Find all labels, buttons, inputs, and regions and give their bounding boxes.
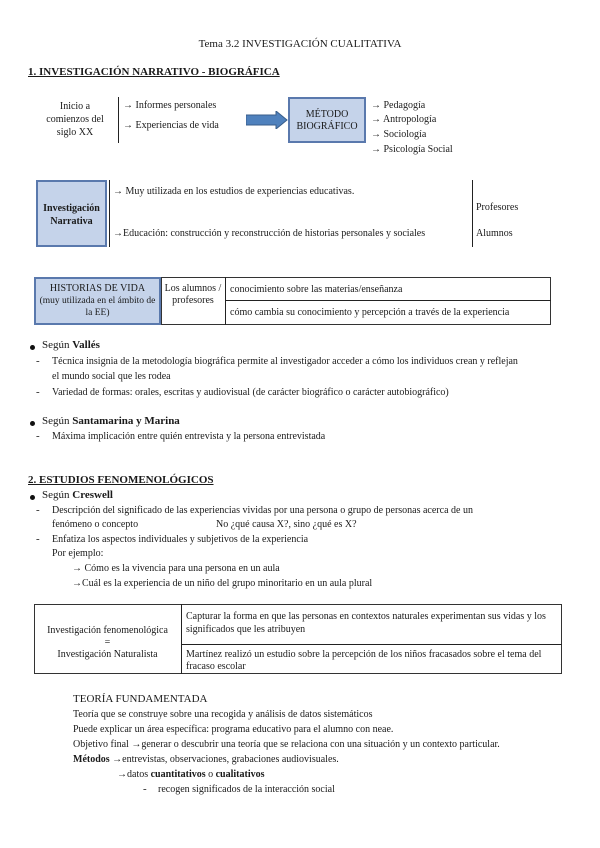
creswell-line: Enfatiza los aspectos individuales y subjetivos de la experiencia [52, 534, 309, 545]
example-line: → Cómo es la vivencia para una persona en un aula [72, 563, 280, 574]
divider-line [181, 644, 562, 645]
source-item: → Informes personales [123, 100, 217, 111]
historias-middle: Los alumnos / profesores [164, 283, 222, 306]
bullet-icon [30, 345, 35, 350]
historias-sub: (muy utilizada en el ámbito de la EE) [39, 296, 156, 318]
dash-icon: - [36, 386, 40, 398]
dash-icon: - [36, 533, 40, 545]
dash-icon: - [36, 504, 40, 516]
naturalista-label: Investigación Naturalista [57, 649, 158, 660]
dash-icon: - [36, 355, 40, 367]
datos-cuantitativos: cuantitativos [150, 769, 206, 780]
section-1-heading: 1. INVESTIGACIÓN NARRATIVO - BIOGRÁFICA [28, 66, 280, 78]
field-item: → Antropología [371, 114, 437, 125]
valles-item: Variedad de formas: orales, escritas y audiovisual (de carácter biográfico o carácter autobiográfico) [52, 387, 449, 398]
creswell-heading [42, 489, 113, 501]
valles-item: Técnica insignia de la metodología biográfica permite al investigador acceder a cómo los individuos crean y reflejan [52, 356, 518, 367]
divider-line [109, 180, 110, 247]
source-item: → Experiencias de vida [123, 120, 219, 131]
fenomenologica-row: Martínez realizó un estudio sobre la percepción de los niños fracasados sobre el tema del fracaso escolar [186, 649, 542, 672]
metodos-line [73, 754, 339, 765]
role-label: Profesores [476, 202, 519, 213]
santamarina-prefix: Según [42, 415, 73, 427]
divider-line [118, 97, 119, 143]
metodos-text: →entrevistas, observaciones, grabaciones audiovisuales. [109, 754, 339, 765]
divider-line [225, 300, 551, 301]
divider-line [472, 180, 473, 247]
dash-icon: - [143, 783, 147, 795]
fenomenologica-left [36, 625, 179, 661]
datos-prefix: →datos [117, 769, 151, 780]
valles-prefix: Según [42, 339, 73, 351]
teoria-title: TEORÍA FUNDAMENTADA [73, 693, 208, 705]
historias-label: HISTORIAS DE VIDA [49, 283, 146, 294]
metodos-label: Métodos [73, 754, 110, 765]
dash-icon: - [36, 430, 40, 442]
narrativa-point: → Muy utilizada en los estudios de experiencias educativas. [113, 186, 355, 197]
example-line: →Cuál es la experiencia de un niño del grupo minoritario en un aula plural [72, 578, 373, 589]
datos-o: o [205, 769, 216, 780]
bullet-icon [30, 495, 35, 500]
divider-line [181, 604, 182, 674]
creswell-prefix: Según [42, 489, 73, 501]
historias-row: cómo cambia su conocimiento y percepción a través de la experiencia [230, 307, 510, 318]
narrativa-point: →Educación: construcción y reconstrucción de historias personales y sociales [113, 228, 426, 239]
santamarina-item: Máxima implicación entre quién entrevista y la persona entrevistada [52, 431, 326, 442]
teoria-line: Objetivo final →generar o descubrir una teoría que se relaciona con una situación y un contexto particular. [73, 739, 500, 750]
valles-name: Vallés [72, 339, 100, 351]
creswell-line: Por ejemplo: [52, 548, 104, 559]
creswell-line: fenómeno o concepto [52, 519, 139, 530]
historias-box [34, 277, 161, 325]
section-2-heading: 2. ESTUDIOS FENOMENOLÓGICOS [28, 474, 214, 486]
narrativa-box: Investigación Narrativa [36, 180, 107, 247]
role-label: Alumnos [476, 228, 513, 239]
valles-item: el mundo social que les rodea [52, 371, 171, 382]
fenomenologica-label: Investigación fenomenológica [47, 625, 168, 636]
creswell-line: Descripción del significado de las experiencias vividas por una persona o grupo de personas acerca de un [52, 505, 473, 516]
page-title: Tema 3.2 INVESTIGACIÓN CUALITATIVA [198, 38, 402, 50]
santamarina-heading [42, 415, 180, 427]
bullet-icon [30, 421, 35, 426]
field-item: → Psicología Social [371, 144, 453, 155]
historias-row: conocimiento sobre las materias/enseñanza [230, 284, 403, 295]
teoria-line: Puede explicar un área específica: programa educativo para el alumno con neae. [73, 724, 394, 735]
teoria-last: recogen significados de la interacción social [158, 784, 335, 795]
teoria-line: Teoría que se construye sobre una recogida y análisis de datos sistemáticos [73, 709, 373, 720]
metodo-biografico-box: MÉTODO BIOGRÁFICO [288, 97, 366, 143]
right-arrow-icon [246, 111, 288, 129]
divider-line [225, 277, 226, 325]
equals-sign: = [104, 637, 111, 648]
creswell-name: Creswell [72, 489, 113, 501]
field-item: → Pedagogía [371, 100, 426, 111]
field-item: → Sociología [371, 129, 427, 140]
datos-cualitativos: cualitativos [215, 769, 265, 780]
fenomenologica-row: Capturar la forma en que las personas en contextos naturales experimentan sus vidas y los significados que les atribuyen [186, 611, 546, 635]
origin-text: Inicio a comienzos del siglo XX [46, 101, 104, 138]
datos-line [117, 769, 265, 780]
creswell-line: No ¿qué causa X?, sino ¿qué es X? [216, 519, 357, 530]
valles-heading [42, 339, 100, 351]
santamarina-name: Santamarina y Marina [72, 415, 180, 427]
